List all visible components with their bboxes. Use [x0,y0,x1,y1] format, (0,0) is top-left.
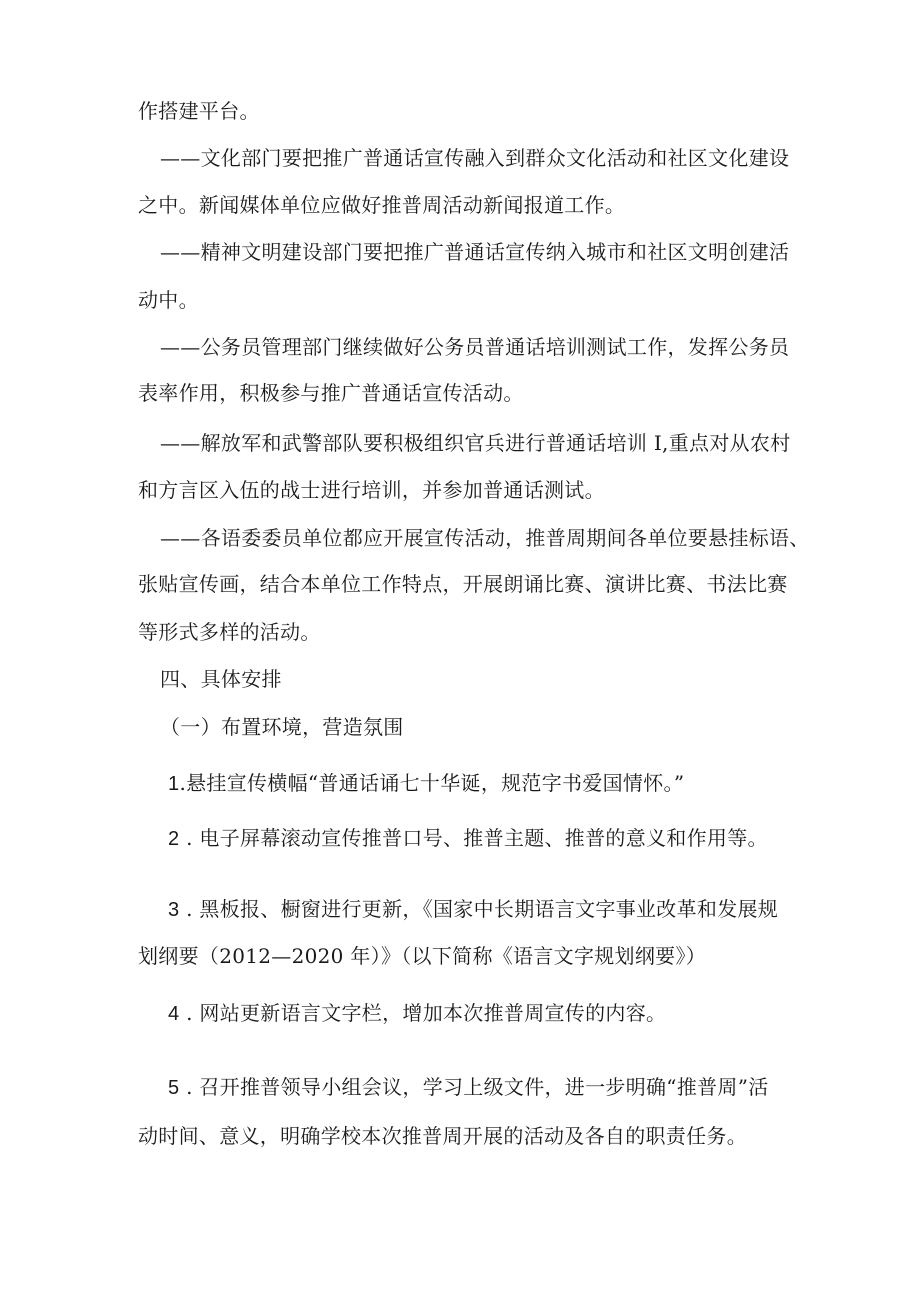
list-item [168,1001,666,1026]
paragraph-line: 表率作用，积极参与推广普通话宣传活动。 [138,381,524,405]
item-continuation: 划纲要（2012—2020 年）》（以下简称《语言文字规划纲要》） [138,944,707,968]
item-text: . 网站更新语言文字栏，增加本次推普周宣传的内容。 [179,1001,667,1025]
paragraph-line: ——解放军和武警部队要积极组织官兵进行普通话培训 I,重点对从农村 [160,431,791,455]
item-number: 1 [168,773,180,795]
item-text: . 召开推普领导小组会议，学习上级文件，进一步明确“推普周”活 [179,1075,769,1099]
subsection-heading: （一）布置环境，营造氛围 [160,715,404,739]
item-text: . 电子屏幕滚动宣传推普口号、推普主题、推普的意义和作用等。 [179,826,768,850]
paragraph-line: ——精神文明建设部门要把推广普通话宣传纳入城市和社区文明创建活 [160,240,790,264]
item-number: 3 [168,899,180,921]
paragraph-line: ——文化部门要把推广普通话宣传融入到群众文化活动和社区文化建设 [160,146,790,170]
paragraph-line: 动中。 [138,288,199,312]
item-number: 5 [168,1077,180,1099]
paragraph-line: 等形式多样的活动。 [138,620,321,644]
item-number: 2 [168,828,180,850]
item-number: 4 [168,1003,180,1025]
list-item [168,771,684,796]
list-item [168,826,768,851]
section-heading: 四、具体安排 [160,667,282,691]
paragraph-line: 张贴宣传画，结合本单位工作特点，开展朗诵比赛、演讲比赛、书法比赛 [138,572,788,596]
paragraph-line: ——公务员管理部门继续做好公务员普通话培训测试工作，发挥公务员 [160,335,790,359]
paragraph-line: 之中。新闻媒体单位应做好推普周活动新闻报道工作。 [138,193,626,217]
item-text: . 黑板报、橱窗进行更新，《国家中长期语言文字事业改革和发展规 [179,897,779,921]
paragraph-line: 作搭建平台。 [138,99,260,123]
item-text: .悬挂宣传横幅“普通话诵七十华诞，规范字书爱国情怀。” [179,771,685,795]
paragraph-line: ——各语委委员单位都应开展宣传活动，推普周期间各单位要悬挂标语、 [160,526,810,550]
paragraph-line: 和方言区入伍的战士进行培训，并参加普通话测试。 [138,478,605,502]
item-continuation: 动时间、意义，明确学校本次推普周开展的活动及各自的职责任务。 [138,1124,747,1148]
list-item [168,1075,769,1100]
list-item [168,897,778,922]
